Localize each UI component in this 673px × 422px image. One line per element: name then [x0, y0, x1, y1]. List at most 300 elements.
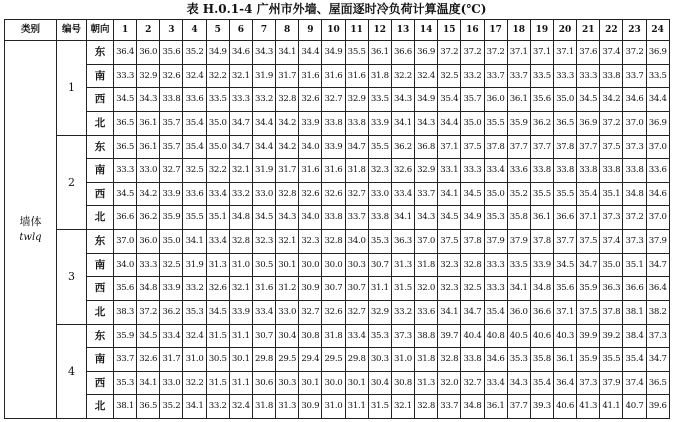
- temperature-cell: 33.6: [415, 300, 438, 324]
- temperature-cell: 31.3: [276, 395, 299, 419]
- header-hour: 22: [600, 20, 623, 41]
- temperature-cell: 37.7: [530, 135, 553, 159]
- temperature-cell: 34.9: [206, 41, 229, 65]
- temperature-cell: 34.3: [507, 371, 530, 395]
- temperature-cell: 34.2: [276, 135, 299, 159]
- header-hour: 8: [276, 20, 299, 41]
- temperature-cell: 34.5: [461, 182, 484, 206]
- temperature-cell: 32.6: [206, 277, 229, 301]
- temperature-cell: 33.3: [229, 88, 252, 112]
- temperature-cell: 31.6: [345, 64, 368, 88]
- header-hour: 19: [530, 20, 553, 41]
- temperature-cell: 36.0: [507, 300, 530, 324]
- temperature-cell: 34.1: [391, 206, 414, 230]
- temperature-cell: 34.5: [252, 206, 275, 230]
- temperature-cell: 34.9: [415, 88, 438, 112]
- temperature-cell: 29.8: [252, 348, 275, 372]
- orientation-cell: 西: [87, 277, 114, 301]
- header-hour: 15: [438, 20, 461, 41]
- orientation-cell: 南: [87, 64, 114, 88]
- temperature-cell: 37.0: [415, 230, 438, 254]
- temperature-cell: 37.9: [507, 230, 530, 254]
- temperature-cell: 34.7: [229, 135, 252, 159]
- temperature-cell: 37.7: [577, 135, 600, 159]
- temperature-cell: 33.8: [600, 64, 623, 88]
- temperature-cell: 33.8: [600, 159, 623, 183]
- temperature-cell: 33.5: [206, 88, 229, 112]
- temperature-cell: 30.1: [299, 371, 322, 395]
- temperature-cell: 37.2: [623, 41, 646, 65]
- temperature-cell: 34.7: [229, 111, 252, 135]
- table-row: [5, 182, 670, 206]
- temperature-cell: 35.0: [600, 253, 623, 277]
- temperature-cell: 37.2: [461, 41, 484, 65]
- temperature-cell: 32.8: [276, 182, 299, 206]
- orientation-cell: 西: [87, 182, 114, 206]
- temperature-cell: 41.1: [600, 395, 623, 419]
- temperature-cell: 30.7: [345, 277, 368, 301]
- temperature-cell: 33.4: [484, 371, 507, 395]
- temperature-cell: 35.9: [577, 277, 600, 301]
- temperature-cell: 32.6: [137, 348, 160, 372]
- temperature-cell: 33.0: [137, 159, 160, 183]
- temperature-cell: 32.1: [391, 395, 414, 419]
- temperature-cell: 35.3: [183, 300, 206, 324]
- temperature-cell: 31.6: [322, 64, 345, 88]
- header-category: 类别: [5, 20, 57, 41]
- temperature-cell: 32.6: [160, 64, 183, 88]
- temperature-cell: 33.7: [114, 348, 137, 372]
- temperature-cell: 34.2: [137, 182, 160, 206]
- temperature-cell: 30.6: [252, 371, 275, 395]
- temperature-cell: 32.3: [299, 230, 322, 254]
- temperature-cell: 34.3: [415, 111, 438, 135]
- temperature-cell: 37.0: [114, 230, 137, 254]
- temperature-cell: 36.1: [484, 395, 507, 419]
- temperature-cell: 34.3: [137, 88, 160, 112]
- temperature-cell: 32.5: [438, 64, 461, 88]
- temperature-cell: 31.9: [252, 159, 275, 183]
- header-hour: 13: [391, 20, 414, 41]
- temperature-cell: 31.8: [252, 395, 275, 419]
- temperature-cell: 37.4: [623, 371, 646, 395]
- temperature-cell: 33.3: [577, 64, 600, 88]
- temperature-cell: 29.8: [345, 348, 368, 372]
- temperature-cell: 33.6: [646, 159, 669, 183]
- temperature-cell: 33.0: [368, 182, 391, 206]
- temperature-cell: 36.2: [137, 206, 160, 230]
- temperature-cell: 30.9: [299, 395, 322, 419]
- temperature-cell: 40.3: [553, 324, 576, 348]
- temperature-cell: 29.4: [299, 348, 322, 372]
- temperature-cell: 30.7: [252, 324, 275, 348]
- temperature-cell: 35.3: [368, 230, 391, 254]
- temperature-cell: 33.4: [160, 324, 183, 348]
- temperature-cell: 31.7: [160, 348, 183, 372]
- temperature-cell: 35.3: [484, 206, 507, 230]
- temperature-cell: 36.6: [623, 277, 646, 301]
- temperature-cell: 35.3: [368, 324, 391, 348]
- temperature-cell: 34.0: [299, 206, 322, 230]
- temperature-cell: 35.0: [553, 88, 576, 112]
- temperature-cell: 33.9: [368, 111, 391, 135]
- temperature-cell: 37.9: [646, 230, 669, 254]
- temperature-cell: 31.8: [322, 324, 345, 348]
- temperature-cell: 34.1: [276, 41, 299, 65]
- table-row: [5, 206, 670, 230]
- temperature-cell: 30.1: [345, 371, 368, 395]
- temperature-cell: 40.8: [484, 324, 507, 348]
- temperature-cell: 34.5: [577, 88, 600, 112]
- temperature-cell: 30.9: [299, 277, 322, 301]
- temperature-cell: 32.5: [461, 277, 484, 301]
- temperature-cell: 31.1: [229, 324, 252, 348]
- orientation-cell: 东: [87, 324, 114, 348]
- temperature-cell: 35.0: [160, 230, 183, 254]
- temperature-cell: 37.1: [577, 206, 600, 230]
- temperature-cell: 34.0: [345, 230, 368, 254]
- temperature-cell: 35.4: [438, 88, 461, 112]
- temperature-cell: 36.4: [646, 277, 669, 301]
- temperature-cell: 30.0: [322, 253, 345, 277]
- temperature-cell: 37.5: [600, 135, 623, 159]
- temperature-cell: 35.7: [461, 88, 484, 112]
- temperature-cell: 35.4: [577, 182, 600, 206]
- temperature-cell: 33.0: [252, 182, 275, 206]
- temperature-cell: 32.1: [229, 277, 252, 301]
- temperature-cell: 32.1: [229, 159, 252, 183]
- temperature-cell: 35.6: [530, 88, 553, 112]
- table-row: [5, 277, 670, 301]
- temperature-cell: 37.3: [623, 230, 646, 254]
- temperature-cell: 41.3: [577, 395, 600, 419]
- category-symbol: twlq: [19, 232, 42, 244]
- temperature-cell: 35.4: [183, 111, 206, 135]
- temperature-cell: 32.9: [415, 159, 438, 183]
- temperature-cell: 37.2: [623, 206, 646, 230]
- temperature-cell: 33.8: [322, 206, 345, 230]
- temperature-cell: 40.6: [553, 395, 576, 419]
- temperature-cell: 30.7: [322, 277, 345, 301]
- temperature-cell: 36.6: [391, 41, 414, 65]
- temperature-cell: 34.5: [438, 206, 461, 230]
- temperature-cell: 34.3: [252, 41, 275, 65]
- temperature-cell: 31.6: [322, 159, 345, 183]
- temperature-cell: 34.4: [646, 88, 669, 112]
- temperature-cell: 37.3: [577, 371, 600, 395]
- temperature-cell: 35.7: [160, 135, 183, 159]
- temperature-cell: 35.2: [507, 182, 530, 206]
- temperature-cell: 32.7: [345, 300, 368, 324]
- temperature-cell: 33.7: [415, 182, 438, 206]
- temperature-cell: 34.3: [391, 88, 414, 112]
- temperature-cell: 32.8: [322, 230, 345, 254]
- temperature-cell: 32.6: [391, 159, 414, 183]
- header-hour: 24: [646, 20, 669, 41]
- temperature-cell: 32.2: [391, 64, 414, 88]
- orientation-cell: 东: [87, 41, 114, 65]
- temperature-cell: 33.8: [623, 159, 646, 183]
- temperature-cell: 36.9: [646, 111, 669, 135]
- temperature-cell: 35.6: [553, 277, 576, 301]
- temperature-cell: 34.7: [646, 348, 669, 372]
- temperature-cell: 37.1: [553, 41, 576, 65]
- temperature-cell: 33.6: [507, 159, 530, 183]
- temperature-cell: 31.8: [415, 253, 438, 277]
- temperature-cell: 33.2: [461, 64, 484, 88]
- temperature-cell: 37.7: [507, 135, 530, 159]
- header-hour: 14: [415, 20, 438, 41]
- temperature-cell: 33.3: [114, 64, 137, 88]
- temperature-cell: 32.2: [206, 159, 229, 183]
- temperature-cell: 36.2: [530, 111, 553, 135]
- temperature-cell: 37.8: [553, 135, 576, 159]
- temperature-cell: 31.6: [252, 277, 275, 301]
- temperature-cell: 35.5: [530, 182, 553, 206]
- temperature-cell: 36.1: [507, 88, 530, 112]
- temperature-cell: 33.2: [252, 88, 275, 112]
- temperature-cell: 34.1: [507, 277, 530, 301]
- temperature-cell: 36.0: [137, 41, 160, 65]
- header-hour: 6: [229, 20, 252, 41]
- temperature-cell: 33.2: [183, 277, 206, 301]
- temperature-cell: 34.8: [137, 277, 160, 301]
- temperature-cell: 36.4: [553, 371, 576, 395]
- cooling-load-temperature-table: [4, 19, 670, 419]
- table-row: [5, 324, 670, 348]
- table-row: [5, 253, 670, 277]
- temperature-cell: 37.2: [600, 111, 623, 135]
- temperature-cell: 33.0: [160, 371, 183, 395]
- temperature-cell: 32.4: [229, 395, 252, 419]
- temperature-cell: 37.3: [391, 324, 414, 348]
- temperature-cell: 37.7: [507, 395, 530, 419]
- header-hour: 20: [553, 20, 576, 41]
- temperature-cell: 33.8: [461, 348, 484, 372]
- temperature-cell: 31.6: [299, 64, 322, 88]
- temperature-cell: 35.3: [114, 371, 137, 395]
- temperature-cell: 32.3: [438, 253, 461, 277]
- temperature-cell: 38.2: [646, 300, 669, 324]
- temperature-cell: 32.1: [276, 230, 299, 254]
- temperature-cell: 34.1: [137, 371, 160, 395]
- temperature-cell: 32.9: [368, 300, 391, 324]
- temperature-cell: 34.4: [438, 111, 461, 135]
- table-row: [5, 230, 670, 254]
- group-number: 2: [57, 135, 87, 230]
- temperature-cell: 36.5: [553, 111, 576, 135]
- temperature-cell: 32.7: [299, 300, 322, 324]
- temperature-cell: 34.8: [623, 182, 646, 206]
- orientation-cell: 东: [87, 230, 114, 254]
- temperature-cell: 34.7: [461, 300, 484, 324]
- temperature-cell: 37.2: [438, 41, 461, 65]
- temperature-cell: 37.8: [461, 230, 484, 254]
- temperature-cell: 33.4: [206, 230, 229, 254]
- temperature-cell: 35.9: [160, 206, 183, 230]
- temperature-cell: 35.6: [160, 41, 183, 65]
- header-hour: 2: [137, 20, 160, 41]
- temperature-cell: 33.9: [229, 300, 252, 324]
- orientation-cell: 北: [87, 206, 114, 230]
- temperature-cell: 37.1: [507, 41, 530, 65]
- temperature-cell: 35.5: [600, 348, 623, 372]
- temperature-cell: 33.5: [507, 253, 530, 277]
- temperature-cell: 33.0: [276, 300, 299, 324]
- temperature-cell: 32.4: [183, 64, 206, 88]
- temperature-cell: 34.9: [322, 41, 345, 65]
- temperature-cell: 30.0: [299, 253, 322, 277]
- temperature-cell: 33.7: [345, 206, 368, 230]
- temperature-cell: 38.8: [415, 324, 438, 348]
- orientation-cell: 东: [87, 135, 114, 159]
- temperature-cell: 36.6: [114, 206, 137, 230]
- temperature-cell: 36.6: [530, 300, 553, 324]
- temperature-cell: 37.3: [646, 324, 669, 348]
- temperature-cell: 33.4: [391, 182, 414, 206]
- temperature-cell: 36.5: [114, 135, 137, 159]
- temperature-cell: 30.5: [252, 253, 275, 277]
- temperature-cell: 33.7: [484, 64, 507, 88]
- temperature-cell: 32.3: [252, 230, 275, 254]
- category-cell: [5, 41, 57, 419]
- temperature-cell: 35.9: [507, 111, 530, 135]
- temperature-cell: 31.8: [368, 64, 391, 88]
- temperature-cell: 34.5: [206, 300, 229, 324]
- temperature-cell: 37.2: [137, 300, 160, 324]
- temperature-cell: 34.6: [646, 182, 669, 206]
- temperature-cell: 36.6: [553, 206, 576, 230]
- temperature-cell: 32.0: [415, 277, 438, 301]
- temperature-cell: 31.7: [276, 64, 299, 88]
- temperature-cell: 36.2: [391, 135, 414, 159]
- temperature-cell: 33.7: [507, 64, 530, 88]
- temperature-cell: 32.8: [276, 88, 299, 112]
- temperature-cell: 35.0: [484, 182, 507, 206]
- temperature-cell: 32.8: [461, 253, 484, 277]
- temperature-cell: 34.7: [345, 135, 368, 159]
- temperature-cell: 34.1: [183, 230, 206, 254]
- temperature-cell: 32.4: [183, 324, 206, 348]
- temperature-cell: 29.5: [276, 348, 299, 372]
- temperature-cell: 37.4: [600, 41, 623, 65]
- temperature-cell: 35.1: [623, 253, 646, 277]
- temperature-cell: 31.1: [368, 277, 391, 301]
- temperature-cell: 34.2: [276, 111, 299, 135]
- temperature-cell: 36.3: [600, 277, 623, 301]
- header-hour: 4: [183, 20, 206, 41]
- header-hour: 23: [623, 20, 646, 41]
- orientation-cell: 北: [87, 111, 114, 135]
- temperature-cell: 35.5: [183, 206, 206, 230]
- temperature-cell: 36.1: [368, 41, 391, 65]
- temperature-cell: 34.1: [391, 111, 414, 135]
- temperature-cell: 30.1: [229, 348, 252, 372]
- temperature-cell: 30.8: [391, 371, 414, 395]
- temperature-cell: 34.4: [252, 135, 275, 159]
- temperature-cell: 30.3: [368, 348, 391, 372]
- temperature-cell: 33.2: [206, 395, 229, 419]
- temperature-cell: 32.7: [461, 371, 484, 395]
- temperature-cell: 35.0: [206, 135, 229, 159]
- table-row: [5, 41, 670, 65]
- temperature-cell: 35.5: [345, 41, 368, 65]
- temperature-cell: 37.9: [484, 230, 507, 254]
- category-name: 墙体: [19, 214, 42, 228]
- temperature-cell: 33.5: [368, 88, 391, 112]
- temperature-cell: 34.4: [252, 111, 275, 135]
- temperature-cell: 32.2: [183, 371, 206, 395]
- temperature-cell: 35.5: [553, 182, 576, 206]
- temperature-cell: 32.6: [322, 300, 345, 324]
- temperature-cell: 33.4: [484, 159, 507, 183]
- temperature-cell: 35.5: [484, 111, 507, 135]
- temperature-cell: 31.3: [391, 253, 414, 277]
- temperature-cell: 33.8: [553, 159, 576, 183]
- temperature-cell: 30.5: [206, 348, 229, 372]
- temperature-cell: 34.1: [438, 300, 461, 324]
- temperature-cell: 32.9: [345, 88, 368, 112]
- group-number: 4: [57, 324, 87, 419]
- temperature-cell: 33.3: [137, 253, 160, 277]
- temperature-cell: 34.1: [438, 182, 461, 206]
- temperature-cell: 33.8: [577, 159, 600, 183]
- temperature-cell: 33.8: [322, 111, 345, 135]
- temperature-cell: 33.3: [484, 253, 507, 277]
- temperature-cell: 34.1: [183, 395, 206, 419]
- temperature-cell: 32.6: [322, 182, 345, 206]
- header-hour: 7: [252, 20, 275, 41]
- temperature-cell: 33.4: [206, 182, 229, 206]
- temperature-cell: 37.6: [577, 41, 600, 65]
- temperature-cell: 33.9: [299, 111, 322, 135]
- temperature-cell: 33.1: [438, 159, 461, 183]
- table-row: [5, 111, 670, 135]
- temperature-cell: 35.6: [114, 277, 137, 301]
- temperature-cell: 35.0: [461, 111, 484, 135]
- header-row: [5, 20, 670, 41]
- temperature-cell: 35.9: [114, 324, 137, 348]
- temperature-cell: 32.3: [368, 159, 391, 183]
- temperature-cell: 31.7: [276, 159, 299, 183]
- temperature-cell: 37.5: [461, 135, 484, 159]
- temperature-cell: 29.5: [322, 348, 345, 372]
- temperature-cell: 33.6: [183, 182, 206, 206]
- temperature-cell: 33.4: [345, 324, 368, 348]
- temperature-cell: 34.0: [299, 135, 322, 159]
- temperature-cell: 32.7: [322, 88, 345, 112]
- temperature-cell: 37.8: [600, 300, 623, 324]
- header-hour: 18: [507, 20, 530, 41]
- temperature-cell: 34.8: [229, 206, 252, 230]
- temperature-cell: 32.7: [160, 159, 183, 183]
- temperature-cell: 33.3: [484, 277, 507, 301]
- temperature-cell: 37.1: [530, 41, 553, 65]
- temperature-cell: 38.1: [114, 395, 137, 419]
- temperature-cell: 37.3: [623, 135, 646, 159]
- temperature-cell: 33.6: [183, 88, 206, 112]
- temperature-cell: 31.6: [299, 159, 322, 183]
- temperature-cell: 34.7: [577, 253, 600, 277]
- temperature-cell: 31.2: [276, 277, 299, 301]
- temperature-cell: 32.3: [438, 277, 461, 301]
- temperature-cell: 30.3: [345, 253, 368, 277]
- temperature-cell: 34.5: [553, 253, 576, 277]
- orientation-cell: 南: [87, 253, 114, 277]
- temperature-cell: 30.1: [276, 253, 299, 277]
- temperature-cell: 32.2: [206, 64, 229, 88]
- temperature-cell: 35.9: [577, 348, 600, 372]
